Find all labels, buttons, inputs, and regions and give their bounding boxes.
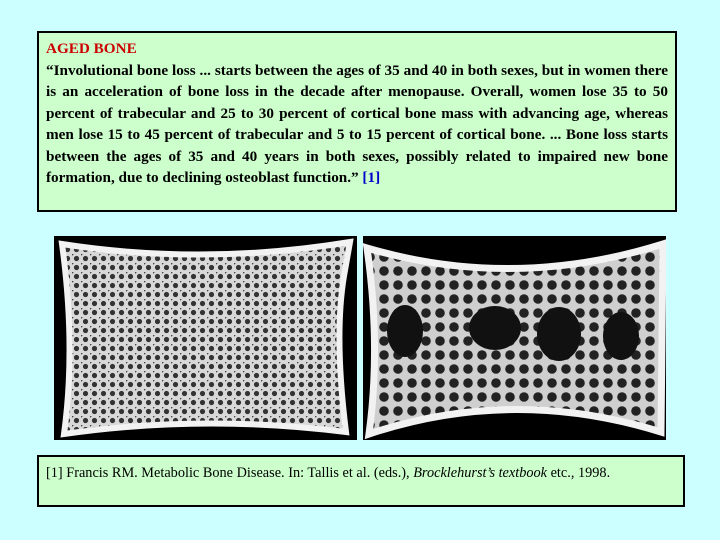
quote-text: “Involutional bone loss ... starts between the ages of 35 and 40 in both sexes, but in women there is an acceleration of bone loss in the decade after menopause. Overall, women lose 35 to 50 percent of trabecular and 25 to 30 percent of cortical bone mass with advancing age, whereas men lose 15 to 45 percent of trabecular and 5 to 15 percent of cortical bone. ... Bone loss starts between the ages of 35 and 40 years in both sexes, possibly related to impaired new bone formation, due to declining osteoblast function.” <box>46 61 668 186</box>
healthy-vertebra-image <box>54 236 357 440</box>
reference-suffix: etc., 1998. <box>547 465 611 481</box>
quote-box <box>37 31 677 212</box>
aged-vertebra-image <box>363 236 666 440</box>
reference-book-title: Brocklehurst’s textbook <box>413 465 548 481</box>
reference-box <box>37 455 685 507</box>
reference-link[interactable]: [1] <box>362 169 381 186</box>
reference-prefix: [1] Francis RM. Metabolic Bone Disease. In: Tallis et al. (eds.), <box>46 465 414 481</box>
slide-title: AGED BONE <box>46 40 137 57</box>
